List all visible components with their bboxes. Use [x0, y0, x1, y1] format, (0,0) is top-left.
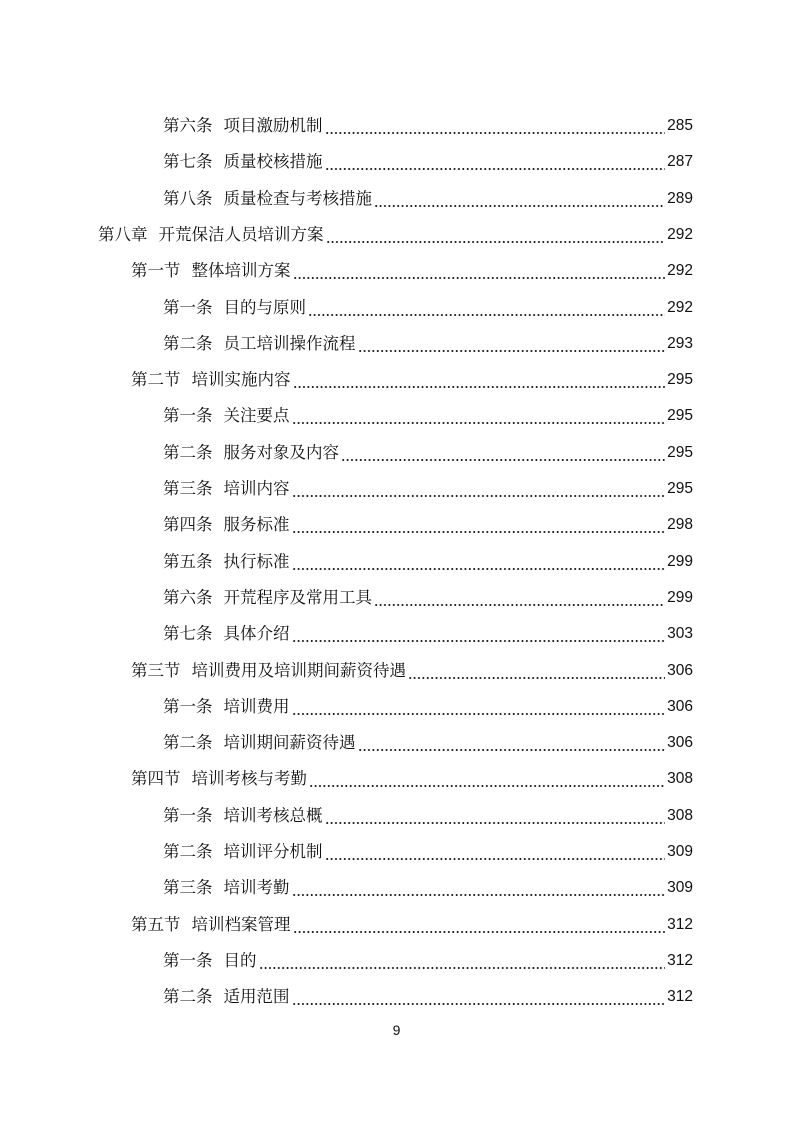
toc-entry[interactable] [163, 108, 693, 144]
toc-dot-leader [292, 422, 666, 424]
toc-dot-leader [326, 241, 666, 243]
toc-entry-page: 295 [667, 480, 693, 497]
toc-entry[interactable] [163, 943, 693, 979]
toc-dot-leader [325, 822, 666, 824]
toc-dot-leader [308, 314, 665, 316]
toc-entry[interactable] [163, 580, 693, 616]
toc-entry-page: 306 [667, 734, 693, 752]
toc-entry[interactable] [163, 290, 693, 326]
toc-entry-title: 培训费用及培训期间薪资待遇 [191, 660, 406, 680]
toc-dot-leader [358, 749, 666, 751]
toc-dot-leader [325, 858, 666, 860]
toc-dot-leader [292, 640, 666, 642]
toc-entry-number: 第二节 [131, 370, 181, 390]
toc-entry-page: 306 [667, 697, 693, 715]
toc-entry[interactable] [163, 398, 693, 434]
toc-dot-leader [374, 205, 665, 207]
toc-entry[interactable] [163, 507, 693, 543]
toc-entry-title: 整体培训方案 [191, 261, 291, 281]
toc-entry[interactable] [131, 761, 693, 797]
toc-entry-number: 第三条 [163, 878, 213, 898]
toc-entry-title: 培训评分机制 [223, 842, 323, 861]
toc-entry-title: 适用范围 [223, 987, 290, 1007]
toc-entry[interactable] [163, 616, 693, 652]
toc-entry-title: 服务标准 [223, 515, 290, 535]
toc-entry-title: 关注要点 [223, 406, 290, 426]
toc-entry[interactable] [131, 362, 693, 398]
toc-entry-number: 第三条 [163, 479, 213, 498]
toc-entry-title: 项目激励机制 [223, 116, 323, 135]
toc-entry[interactable] [163, 144, 693, 180]
toc-entry-number: 第八条 [163, 188, 213, 208]
toc-entry-page: 285 [667, 117, 693, 134]
toc-entry-number: 第五条 [163, 551, 213, 571]
toc-entry[interactable] [98, 217, 693, 253]
toc-entry-title: 培训考勤 [223, 878, 290, 898]
toc-entry-page: 306 [667, 661, 693, 679]
toc-entry-page: 295 [667, 407, 693, 425]
toc-entry[interactable] [163, 181, 693, 217]
toc-dot-leader [408, 677, 665, 679]
toc-entry-title: 培训考核总概 [223, 805, 323, 825]
toc-entry-page: 299 [667, 588, 693, 606]
toc-entry-page: 292 [667, 225, 693, 243]
toc-entry-number: 第六条 [163, 116, 213, 135]
toc-entry-page: 295 [667, 443, 693, 461]
toc-entry-page: 303 [667, 625, 693, 643]
toc-dot-leader [325, 168, 666, 170]
toc-entry-page: 309 [667, 879, 693, 897]
toc-dot-leader [293, 931, 666, 933]
toc-entry-title: 质量检查与考核措施 [223, 188, 372, 208]
toc-dot-leader [259, 967, 666, 969]
toc-dot-leader [292, 568, 666, 570]
toc-entry-number: 第七条 [163, 624, 213, 644]
toc-entry[interactable] [163, 725, 693, 761]
toc-entry-page: 292 [667, 262, 693, 280]
toc-entry-page: 295 [667, 371, 693, 389]
toc-dot-leader [341, 459, 665, 461]
toc-entry-title: 培训档案管理 [191, 914, 291, 934]
toc-entry-number: 第二条 [163, 842, 213, 861]
toc-entry[interactable] [163, 471, 693, 507]
toc-dot-leader [293, 386, 666, 388]
toc-entry-title: 目的与原则 [223, 297, 306, 317]
toc-dot-leader [292, 1003, 666, 1005]
toc-entry-page: 312 [667, 915, 693, 933]
toc-dot-leader [374, 604, 665, 606]
toc-entry[interactable] [163, 435, 693, 471]
toc-dot-leader [292, 713, 666, 715]
toc-entry-number: 第一条 [163, 297, 213, 317]
toc-entry-number: 第七条 [163, 152, 213, 172]
toc-entry-page: 298 [667, 516, 693, 534]
toc-entry-title: 员工培训操作流程 [223, 333, 356, 353]
toc-entry-number: 第一条 [163, 950, 213, 970]
toc-dot-leader [358, 350, 666, 352]
toc-entry-title: 具体介绍 [223, 624, 290, 644]
toc-entry-page: 289 [667, 189, 693, 207]
toc-entry-title: 培训费用 [223, 696, 290, 716]
toc-entry[interactable] [163, 870, 693, 906]
toc-entry[interactable] [131, 653, 693, 689]
toc-entry-page: 308 [667, 770, 693, 788]
toc-dot-leader [293, 277, 666, 279]
toc-entry-title: 培训内容 [223, 479, 290, 498]
toc-entry-page: 309 [667, 843, 693, 860]
toc-entry-title: 开荒保洁人员培训方案 [158, 224, 324, 244]
toc-entry[interactable] [131, 907, 693, 943]
page-number: 9 [392, 1022, 401, 1038]
toc-entry-number: 第一条 [163, 805, 213, 825]
toc-entry-title: 开荒程序及常用工具 [223, 587, 372, 607]
toc-entry-title: 培训实施内容 [191, 370, 291, 390]
toc-dot-leader [325, 132, 666, 134]
toc-entry-title: 培训期间薪资待遇 [223, 733, 356, 753]
toc-entry-number: 第四节 [131, 769, 181, 789]
toc-entry-number: 第八章 [98, 224, 148, 244]
toc-dot-leader [309, 785, 665, 787]
toc-entry-title: 服务对象及内容 [223, 442, 339, 462]
toc-entry-number: 第二条 [163, 442, 213, 462]
toc-entry-page: 292 [667, 298, 693, 316]
toc-entry[interactable] [163, 834, 693, 870]
toc-entry-number: 第一条 [163, 696, 213, 716]
toc-entry-title: 质量校核措施 [223, 152, 323, 172]
toc-entry-number: 第一节 [131, 261, 181, 281]
toc-entry-number: 第二条 [163, 333, 213, 353]
toc-entry-number: 第二条 [163, 733, 213, 753]
toc-entry-number: 第三节 [131, 660, 181, 680]
toc-entry-title: 执行标准 [223, 551, 290, 571]
toc-entry-page: 299 [667, 552, 693, 570]
toc-entry-page: 312 [667, 951, 693, 969]
toc-entry-number: 第四条 [163, 515, 213, 535]
toc-dot-leader [292, 531, 666, 533]
toc-entry-title: 培训考核与考勤 [191, 769, 307, 789]
toc-entry[interactable] [163, 798, 693, 834]
toc-entry-page: 308 [667, 806, 693, 824]
toc-entry-number: 第五节 [131, 914, 181, 934]
toc-entry-title: 目的 [223, 950, 257, 970]
toc-dot-leader [292, 894, 666, 896]
toc-entry-page: 312 [667, 988, 693, 1006]
toc-entry[interactable] [163, 326, 693, 362]
toc-entry[interactable] [163, 544, 693, 580]
toc-dot-leader [292, 495, 666, 497]
toc-entry-number: 第一条 [163, 406, 213, 426]
toc-entry[interactable] [131, 253, 693, 289]
toc-entry[interactable] [163, 979, 693, 1015]
toc-entry-number: 第二条 [163, 987, 213, 1007]
toc-entry-page: 287 [667, 153, 693, 171]
toc-entry-number: 第六条 [163, 587, 213, 607]
toc-entry[interactable] [163, 689, 693, 725]
toc-entry-page: 293 [667, 334, 693, 352]
